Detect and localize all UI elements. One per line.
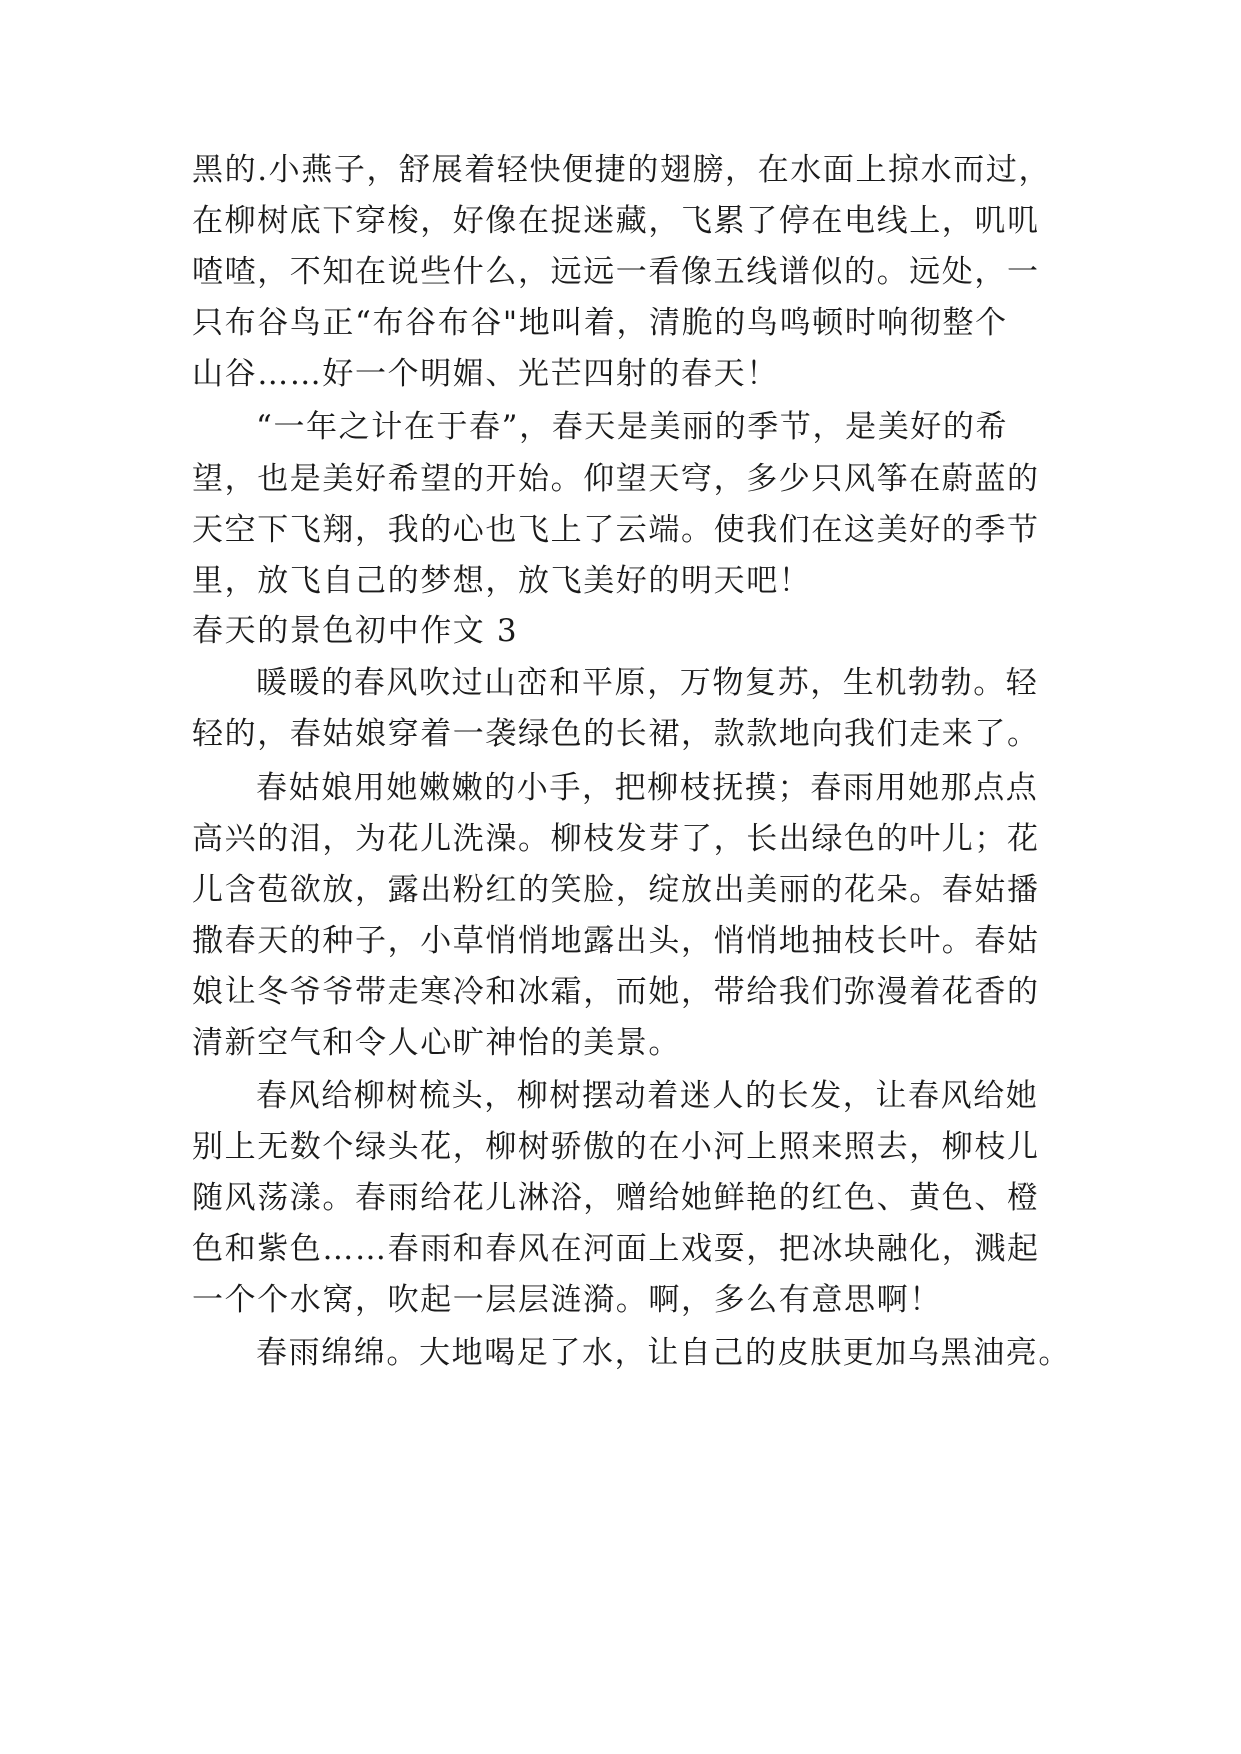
text-line: 在柳树底下穿梭，好像在捉迷藏，飞累了停在电线上，叽叽 [192,203,1040,239]
text-line: 春风给柳树梳头，柳树摆动着迷人的长发，让春风给她 [256,1078,1039,1114]
text-line: 里，放飞自己的梦想，放飞美好的明天吧！ [192,563,812,599]
text-line: 暖暖的春风吹过山峦和平原，万物复苏，生机勃勃。轻 [256,665,1039,701]
text-line: 喳喳，不知在说些什么，远远一看像五线谱似的。远处，一 [192,254,1040,290]
text-line: 儿含苞欲放，露出粉红的笑脸，绽放出美丽的花朵。春姑播 [192,872,1040,908]
text-line: 春姑娘用她嫩嫩的小手，把柳枝抚摸；春雨用她那点点 [256,770,1039,806]
text-line: 一个个水窝，吹起一层层涟漪。啊，多么有意思啊！ [192,1282,942,1318]
text-line: 黑的.小燕子，舒展着轻快便捷的翅膀，在水面上掠水而过， [192,152,1052,188]
text-line: 只布谷鸟正“布谷布谷"地叫着，清脆的鸟鸣顿时响彻整个 [192,305,1008,341]
text-line: 娘让冬爷爷带走寒冷和冰霜，而她，带给我们弥漫着花香的 [192,974,1040,1010]
text-line: 天空下飞翔，我的心也飞上了云端。使我们在这美好的季节 [192,512,1040,548]
text-line: 春雨绵绵。大地喝足了水，让自己的皮肤更加乌黑油亮。 [256,1335,1071,1371]
text-line: 高兴的泪，为花儿洗澡。柳枝发芽了，长出绿色的叶儿；花 [192,821,1040,857]
text-line: “一年之计在于春”，春天是美丽的季节，是美好的希 [256,409,1009,445]
text-line: 清新空气和令人心旷神怡的美景。 [192,1025,681,1061]
text-line: 撒春天的种子，小草悄悄地露出头，悄悄地抽枝长叶。春姑 [192,923,1040,959]
text-line: 色和紫色……春雨和春风在河面上戏耍，把冰块融化，溅起 [192,1231,1040,1267]
text-line: 轻的，春姑娘穿着一袭绿色的长裙，款款地向我们走来了。 [192,716,1040,752]
text-line: 别上无数个绿头花，柳树骄傲的在小河上照来照去，柳枝儿 [192,1129,1040,1165]
section-heading: 春天的景色初中作文 3 [192,613,519,649]
text-line: 山谷……好一个明媚、光芒四射的春天！ [192,356,779,392]
text-line: 随风荡漾。春雨给花儿淋浴，赠给她鲜艳的红色、黄色、橙 [192,1180,1040,1216]
text-line: 望，也是美好希望的开始。仰望天穹，多少只风筝在蔚蓝的 [192,461,1040,497]
